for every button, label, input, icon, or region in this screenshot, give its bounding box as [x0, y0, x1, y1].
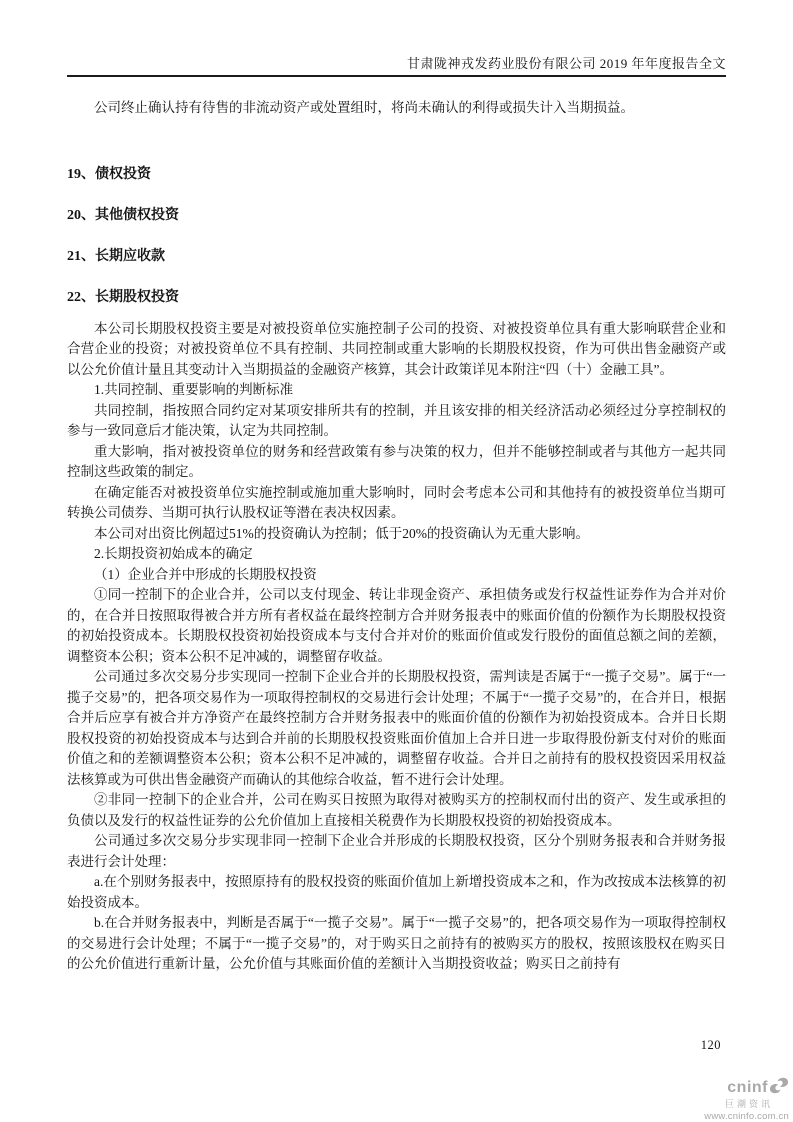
- paragraph-disposal-group: 公司终止确认持有待售的非流动资产或处置组时，将尚未确认的利得或损失计入当期损益。: [94, 100, 634, 115]
- paragraph-same-control-merger: ①同一控制下的企业合并，公司以支付现金、转让非现金资产、承担债务或发行权益性证券作为合并对价的，在合并日按照取得被合并方所有者权益在最终控制方合并财务报表中的账面价值的份额作为长期股权投资的初始投资成本。长期股权投资初始投资成本与支付合并对价的账面价值或发行股份的面值总额之间的差额，调整资本公积；资本公积不足冲减的，调整留存收益。: [67, 587, 726, 664]
- paragraph-multi-step-diff-control: 公司通过多次交易分步实现非同一控制下企业合并形成的长期股权投资，区分个别财务报表和合并财务报表进行会计处理：: [67, 833, 726, 869]
- heading-21-long-term-receivables: 21、长期应收款: [67, 248, 165, 264]
- cninfo-brand-text: cninf: [727, 1078, 768, 1096]
- cninfo-caption: 巨潮资讯: [724, 1099, 773, 1109]
- paragraph-merger-title: （1）企业合并中形成的长期股权投资: [94, 566, 317, 582]
- paragraph-multi-step-same-control: 公司通过多次交易分步实现同一控制下企业合并的长期股权投资，需判读是否属于“一揽子交易”。属于“一揽子交易”的，把各项交易作为一项取得控制权的交易进行会计处理；不属于“一揽子交易”的，在合并日，根据合并后应享有被合并方净资产在最终控制方合并财务报表中的账面价值的份额作为初始投资成本。合并日长期股权投资的初始投资成本与达到合并前的长期股权投资账面价值加上合并日进一步取得股份新支付对价的账面价值之和的差额调整资本公积；资本公积不足冲减的，调整留存收益。合并日之前持有的股权投资因采用权益法核算或为可供出售金融资产而确认的其他综合收益，暂不进行会计处理。: [67, 669, 726, 787]
- paragraph-item-a-separate-statements: a.在个别财务报表中，按照原持有的股权投资的账面价值加上新增投资成本之和，作为改按成本法核算的初始投资成本。: [67, 874, 726, 910]
- paragraph-determine-control: 在确定能否对被投资单位实施控制或施加重大影响时，同时会考虑本公司和其他持有的被投资单位当期可转换公司债券、当期可执行认股权证等潜在表决权因素。: [67, 484, 726, 520]
- cninfo-watermark: [679, 1077, 789, 1122]
- paragraph-judgment-title: 1.共同控制、重要影响的判断标准: [94, 382, 294, 397]
- heading-22-long-term-equity-investment: 22、长期股权投资: [67, 289, 179, 305]
- paragraph-item-b-consolidated-statements: b.在合并财务报表中，判断是否属于“一揽子交易”。属于“一揽子交易”的，把各项交易作为一项取得控制权的交易进行会计处理；不属于“一揽子交易”的，对于购买日之前持有的被购买方的股权，按照该股权在购买日的公允价值进行重新计量，公允价值与其账面价值的差额计入当期投资收益；购买日之前持有: [67, 915, 726, 971]
- paragraph-initial-cost-title: 2.长期投资初始成本的确定: [94, 546, 253, 561]
- page-number: 120: [700, 1038, 721, 1052]
- paragraph-major-influence: 重大影响，指对被投资单位的财务和经营政策有参与决策的权力，但并不能够控制或者与其他方一起共同控制这些政策的制定。: [67, 443, 726, 479]
- paragraph-overview: 本公司长期股权投资主要是对被投资单位实施控制子公司的投资、对被投资单位具有重大影响联营企业和合营企业的投资；对被投资单位不具有控制、共同控制或重大影响的长期股权投资，作为可供出售金融资产或以公允价值计量且其变动计入当期损益的金融资产核算，其会计政策详见本附注“四（十）金融工具”。: [67, 320, 726, 377]
- document-body: [67, 98, 726, 975]
- paragraph-diff-control-merger: ②非同一控制下的企业合并，公司在购买日按照为取得对被购买方的控制权而付出的资产、发生或承担的负债以及发行的权益性证券的公允价值加上直接相关税费作为长期股权投资的初始投资成本。: [67, 792, 726, 828]
- heading-19-debt-investment: 19、债权投资: [67, 166, 151, 182]
- cninfo-url: www.cninfo.com.cn: [704, 1111, 789, 1122]
- page-header: [67, 55, 726, 77]
- paragraph-ratio-rule: 本公司对出资比例超过51%的投资确认为控制；低于20%的投资确认为无重大影响。: [94, 525, 589, 541]
- report-title: 甘肃陇神戎发药业股份有限公司 2019 年年度报告全文: [406, 56, 726, 71]
- paragraph-joint-control: 共同控制，指按照合同约定对某项安排所共有的控制，并且该安排的相关经济活动必须经过分享控制权的参与一致同意后才能决策，认定为共同控制。: [67, 402, 726, 438]
- cninfo-swirl-icon: [769, 1077, 789, 1098]
- cninfo-brand-row: [679, 1077, 789, 1098]
- heading-20-other-debt-investment: 20、其他债权投资: [67, 207, 179, 223]
